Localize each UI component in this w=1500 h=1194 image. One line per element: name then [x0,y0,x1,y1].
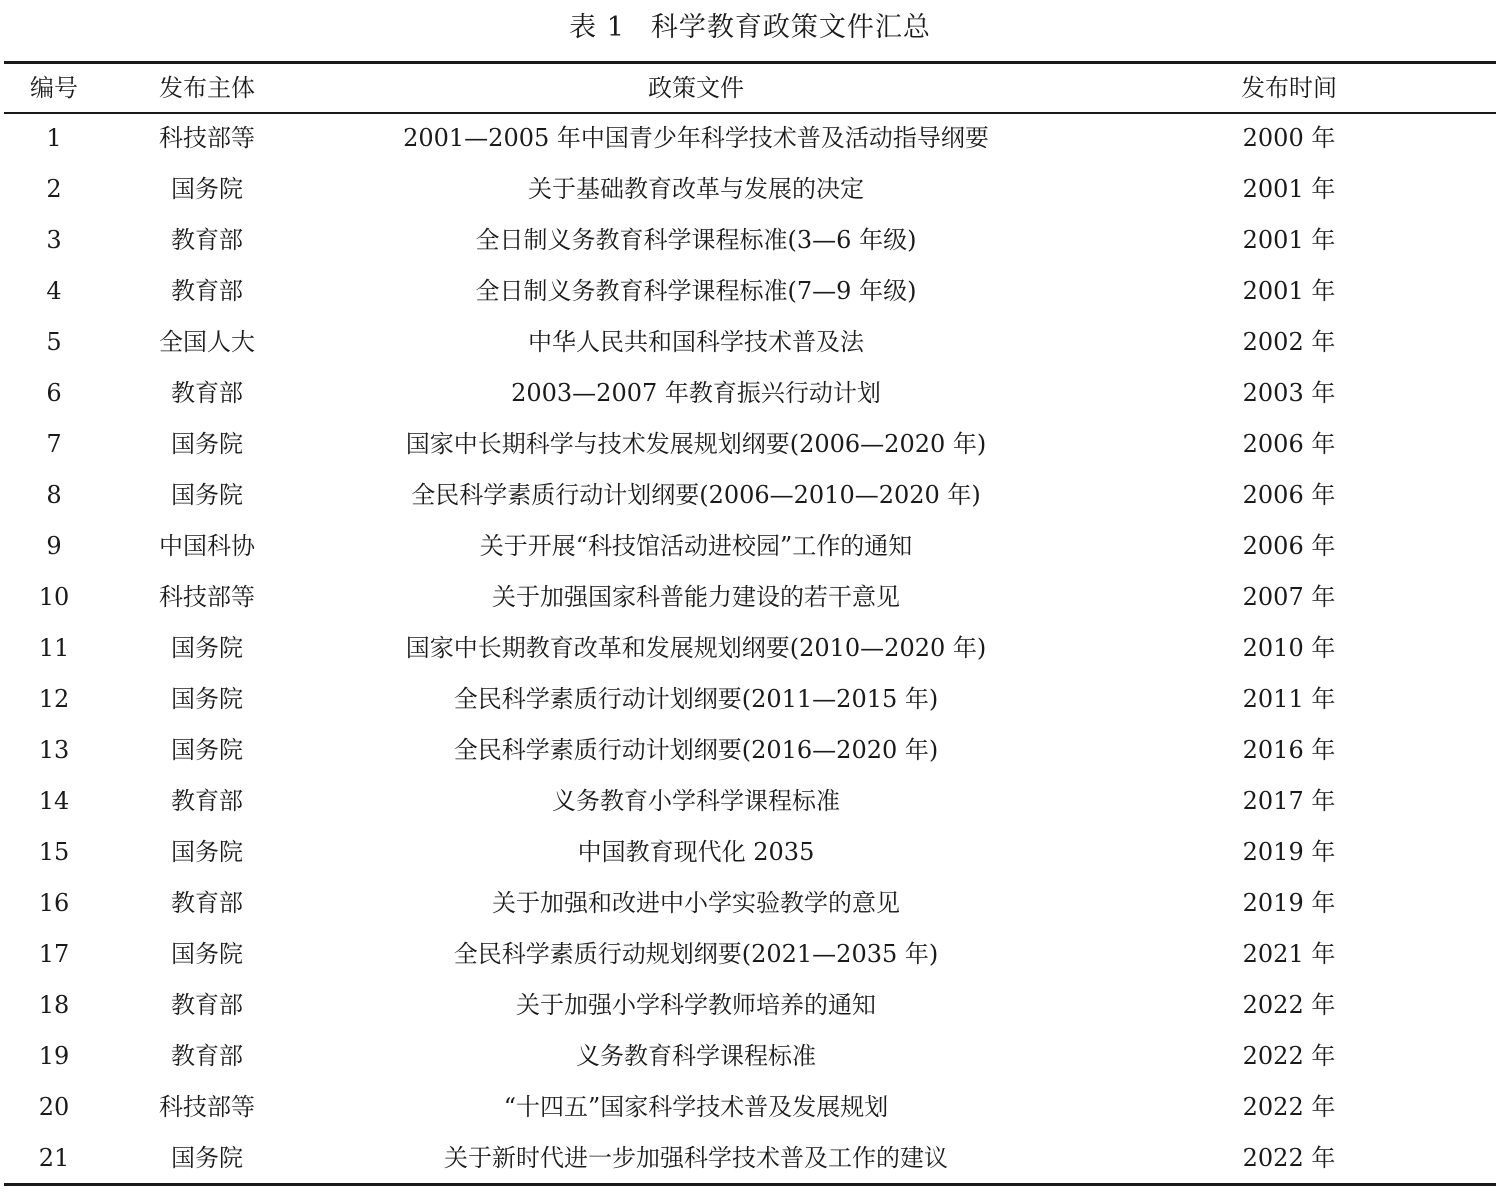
table-row [4,929,1496,980]
cell-time: 2001 年 [1242,226,1336,254]
cell-no: 4 [46,277,62,305]
table-row [4,980,1496,1031]
cell-time: 2019 年 [1242,889,1336,917]
table-row [4,827,1496,878]
cell-publisher: 教育部 [171,226,243,254]
cell-no: 21 [38,1144,70,1172]
table-row [4,317,1496,368]
cell-document: 关于基础教育改革与发展的决定 [528,175,864,203]
cell-publisher: 全国人大 [159,328,255,356]
table-row [4,623,1496,674]
cell-publisher: 教育部 [171,277,243,305]
header-no: 编号 [30,74,78,102]
cell-document: 国家中长期教育改革和发展规划纲要(2010—2020 年) [405,634,987,662]
cell-no: 9 [46,532,62,560]
cell-time: 2006 年 [1242,532,1336,560]
header-time: 发布时间 [1241,74,1337,102]
cell-time: 2019 年 [1242,838,1336,866]
cell-document: 中华人民共和国科学技术普及法 [528,328,864,356]
cell-time: 2022 年 [1242,1042,1336,1070]
cell-no: 11 [38,634,70,662]
cell-publisher: 教育部 [171,1042,243,1070]
cell-time: 2000 年 [1242,124,1336,152]
cell-document: 全日制义务教育科学课程标准(7—9 年级) [475,277,917,305]
cell-publisher: 教育部 [171,889,243,917]
cell-time: 2017 年 [1242,787,1336,815]
table-header [4,64,1496,112]
cell-document: 中国教育现代化 2035 [577,838,815,866]
table-row [4,368,1496,419]
cell-publisher: 国务院 [171,175,243,203]
cell-document: 关于加强小学科学教师培养的通知 [516,991,876,1019]
cell-publisher: 科技部等 [159,1093,255,1121]
cell-no: 10 [38,583,70,611]
cell-publisher: 科技部等 [159,583,255,611]
table-row [4,1082,1496,1133]
cell-time: 2003 年 [1242,379,1336,407]
table-row [4,725,1496,776]
cell-document: 关于开展“科技馆活动进校园”工作的通知 [479,532,913,560]
cell-no: 15 [38,838,70,866]
cell-time: 2010 年 [1242,634,1336,662]
cell-no: 1 [46,124,62,152]
cell-publisher: 国务院 [171,430,243,458]
cell-no: 12 [38,685,70,713]
table-row [4,572,1496,623]
table-row [4,266,1496,317]
cell-time: 2002 年 [1242,328,1336,356]
cell-publisher: 教育部 [171,379,243,407]
table-row [4,164,1496,215]
cell-publisher: 教育部 [171,991,243,1019]
cell-time: 2022 年 [1242,1144,1336,1172]
cell-time: 2006 年 [1242,430,1336,458]
header-publisher: 发布主体 [159,74,255,102]
table-title: 科学教育政策文件汇总 [650,12,931,43]
cell-document: 全民科学素质行动计划纲要(2016—2020 年) [453,736,939,764]
cell-time: 2001 年 [1242,277,1336,305]
cell-publisher: 国务院 [171,685,243,713]
cell-document: 全民科学素质行动计划纲要(2006—2010—2020 年) [411,481,981,509]
cell-document: 关于加强国家科普能力建设的若干意见 [492,583,900,611]
cell-no: 5 [46,328,62,356]
cell-publisher: 教育部 [171,787,243,815]
table-caption [0,6,1500,50]
cell-document: 全民科学素质行动计划纲要(2011—2015 年) [453,685,939,713]
cell-document: “十四五”国家科学技术普及发展规划 [503,1093,889,1121]
cell-no: 3 [46,226,62,254]
cell-publisher: 国务院 [171,634,243,662]
cell-time: 2021 年 [1242,940,1336,968]
table-row [4,776,1496,827]
policy-table [4,64,1496,1184]
table-body [4,112,1496,1184]
table-row [4,419,1496,470]
cell-no: 6 [46,379,62,407]
cell-no: 18 [38,991,70,1019]
cell-publisher: 科技部等 [159,124,255,152]
cell-publisher: 国务院 [171,940,243,968]
cell-time: 2022 年 [1242,991,1336,1019]
cell-no: 13 [38,736,70,764]
cell-time: 2022 年 [1242,1093,1336,1121]
cell-no: 19 [38,1042,70,1070]
cell-time: 2016 年 [1242,736,1336,764]
cell-document: 义务教育科学课程标准 [576,1042,816,1070]
cell-publisher: 国务院 [171,838,243,866]
cell-document: 关于加强和改进中小学实验教学的意见 [492,889,900,917]
cell-publisher: 国务院 [171,736,243,764]
table-row [4,112,1496,164]
table-row [4,470,1496,521]
cell-publisher: 国务院 [171,1144,243,1172]
cell-no: 17 [38,940,70,968]
table-row [4,674,1496,725]
cell-no: 20 [38,1093,70,1121]
cell-no: 7 [46,430,62,458]
table-row [4,215,1496,266]
cell-document: 全民科学素质行动规划纲要(2021—2035 年) [453,940,939,968]
cell-no: 2 [46,175,62,203]
cell-document: 国家中长期科学与技术发展规划纲要(2006—2020 年) [405,430,987,458]
table-row [4,1031,1496,1082]
cell-document: 2003—2007 年教育振兴行动计划 [511,379,881,407]
table-row [4,1133,1496,1184]
cell-document: 关于新时代进一步加强科学技术普及工作的建议 [444,1144,948,1172]
cell-publisher: 国务院 [171,481,243,509]
table-number: 表 1 [569,12,625,43]
cell-time: 2011 年 [1242,685,1336,713]
cell-publisher: 中国科协 [159,532,255,560]
cell-no: 16 [38,889,70,917]
header-row [4,64,1496,112]
cell-no: 8 [46,481,62,509]
cell-time: 2001 年 [1242,175,1336,203]
cell-no: 14 [38,787,70,815]
cell-document: 义务教育小学科学课程标准 [552,787,840,815]
cell-time: 2007 年 [1242,583,1336,611]
header-document: 政策文件 [648,74,744,102]
table-row [4,521,1496,572]
cell-time: 2006 年 [1242,481,1336,509]
cell-document: 2001—2005 年中国青少年科学技术普及活动指导纲要 [403,124,989,152]
table-row [4,878,1496,929]
cell-document: 全日制义务教育科学课程标准(3—6 年级) [475,226,917,254]
